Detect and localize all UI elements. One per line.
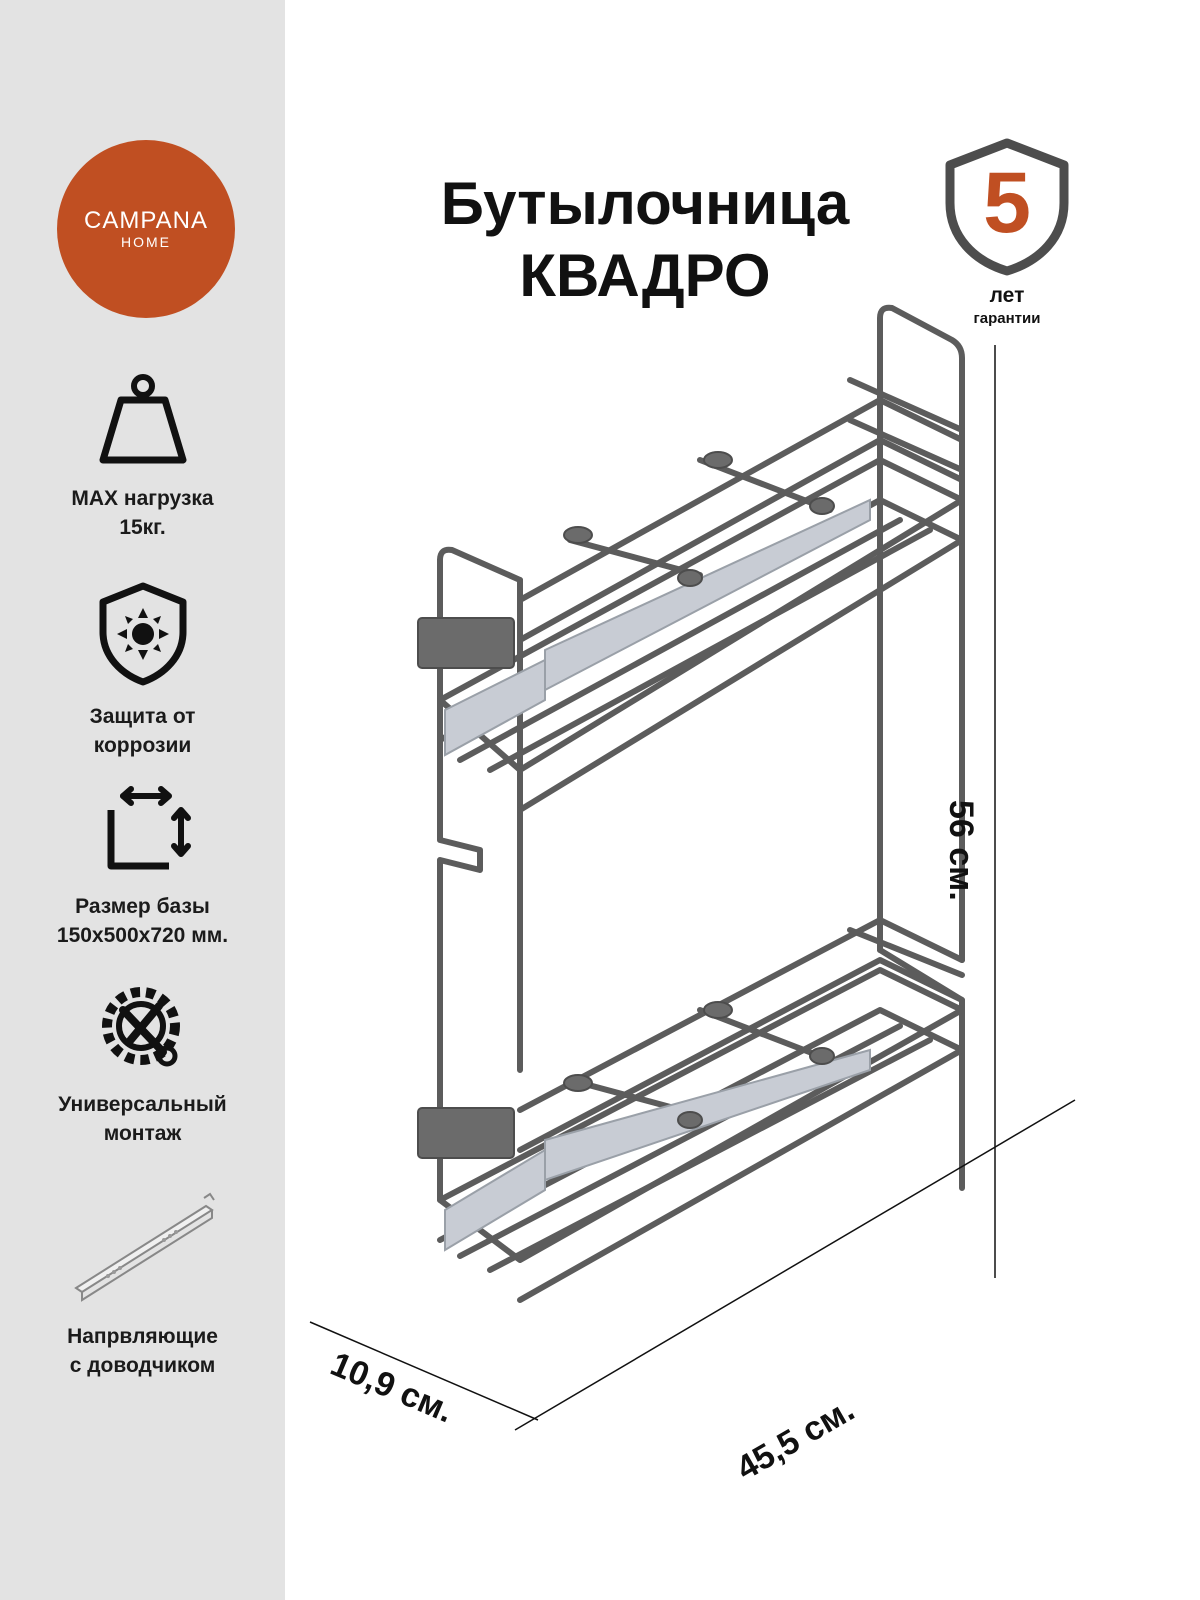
warranty-label: гарантии	[973, 310, 1041, 327]
brand-name: CAMPANA	[84, 207, 208, 234]
brand-sub: HOME	[121, 234, 171, 250]
feature-label: MAX нагрузка 15кг.	[71, 487, 214, 539]
feature-base-size	[0, 784, 285, 950]
height-dimension: 56 см.	[942, 800, 980, 901]
feature-max-load	[0, 372, 285, 542]
warranty-years: лет	[989, 284, 1025, 307]
warranty-number: 5	[983, 155, 1031, 251]
feature-label: Напрвляющие с доводчиком	[67, 1325, 218, 1377]
feature-label: Защита от коррозии	[89, 705, 196, 757]
soft-close-rail-icon	[68, 1188, 218, 1308]
feature-soft-close	[0, 1188, 285, 1380]
length-dimension: 45,5 см.	[730, 1390, 861, 1488]
corrosion-shield-icon	[93, 580, 193, 688]
feature-label: Размер базы 150х500х720 мм.	[56, 895, 229, 947]
weight-icon	[93, 372, 193, 470]
product-title-line2: КВАДРО	[519, 242, 771, 309]
feature-label: Универсальный монтаж	[58, 1093, 227, 1145]
brand-logo	[57, 140, 235, 318]
feature-corrosion	[0, 580, 285, 760]
feature-universal-mount	[0, 980, 285, 1148]
product-title-line1: Бутылочница	[440, 170, 850, 237]
universal-mount-icon	[93, 980, 193, 1076]
width-dimension: 10,9 см.	[325, 1345, 459, 1431]
base-size-icon	[93, 784, 193, 878]
feature-sidebar	[0, 0, 285, 1600]
